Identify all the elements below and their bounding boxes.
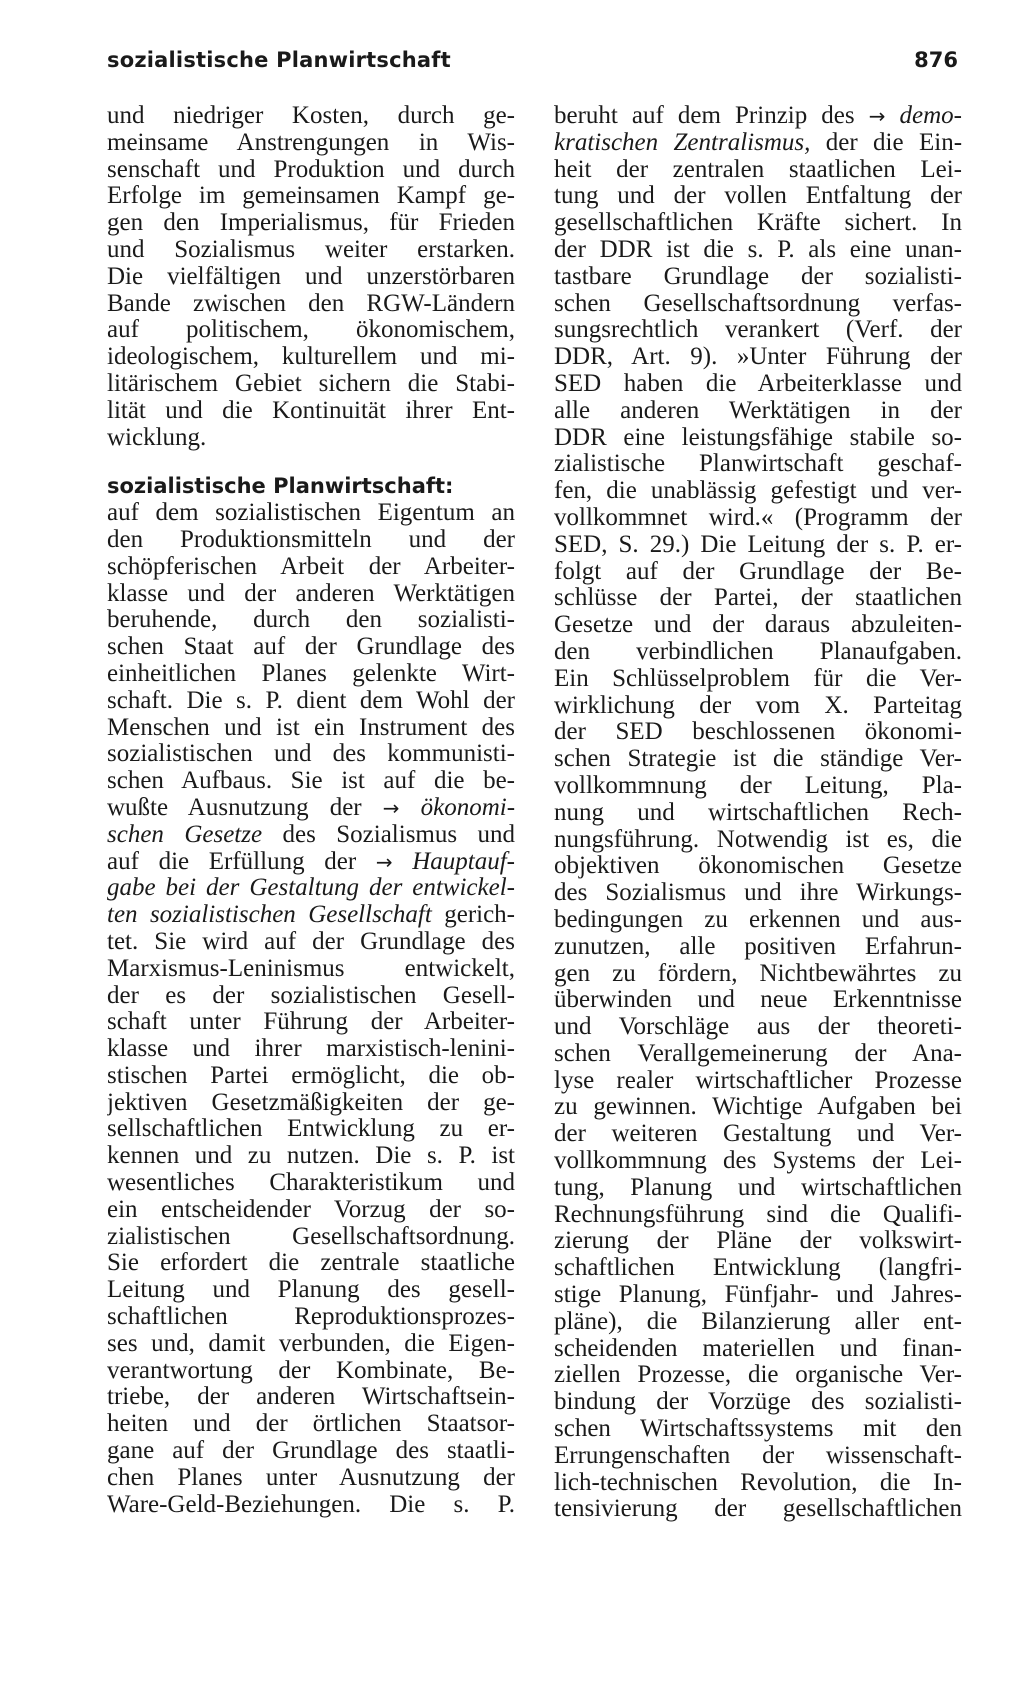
- text-line: tung und der vollen Entfaltung der: [554, 183, 962, 210]
- text-line: vollkommnung des Systems der Lei-: [554, 1148, 962, 1175]
- text-line: tensivierung der gesellschaftlichen: [554, 1496, 962, 1523]
- text-segment: der die Ein-: [825, 129, 962, 156]
- text-line: folgt auf der Grundlage der Be-: [554, 558, 962, 585]
- text-line: SED, S. 29.) Die Leitung der s. P. er-: [554, 531, 962, 558]
- running-head-title: sozialistische Planwirtschaft: [107, 48, 451, 72]
- text-line: nung und wirtschaftlichen Rech-: [554, 799, 962, 826]
- text-line: schaft unter Führung der Arbeiter-: [107, 1009, 515, 1036]
- entry-spacer: [107, 451, 515, 473]
- text-line: den verbindlichen Planaufgaben.: [554, 638, 962, 665]
- text-segment: des Sozialismus und: [282, 821, 515, 848]
- text-line: chen Planes unter Ausnutzung der: [107, 1464, 515, 1491]
- text-line: lyse realer wirtschaftlicher Prozesse: [554, 1067, 962, 1094]
- text-line: zunutzen, alle positiven Erfahrun-: [554, 933, 962, 960]
- text-line: alle anderen Werktätigen in der: [554, 397, 962, 424]
- text-line: überwinden und neue Erkenntnisse: [554, 987, 962, 1014]
- text-line: bindung der Vorzüge des sozialisti-: [554, 1389, 962, 1416]
- text-segment: gerich-: [444, 902, 515, 929]
- text-line: schlüsse der Partei, der staatlichen: [554, 585, 962, 612]
- text-line: der weiteren Gestaltung und Ver-: [554, 1121, 962, 1148]
- text-line: schen Verallgemeinerung der Ana-: [554, 1040, 962, 1067]
- text-line: DDR, Art. 9). »Unter Führung der: [554, 344, 962, 371]
- text-segment: auf die Erfüllung der: [107, 848, 357, 875]
- text-line: [554, 130, 962, 157]
- text-line: triebe, der anderen Wirtschaftsein-: [107, 1384, 515, 1411]
- text-line: kennen und zu nutzen. Die s. P. ist: [107, 1143, 515, 1170]
- text-line: nungsführung. Notwendig ist es, die: [554, 826, 962, 853]
- text-line: klasse und der anderen Werktätigen: [107, 580, 515, 607]
- text-line: zu gewinnen. Wichtige Aufgaben bei: [554, 1094, 962, 1121]
- text-line: schen Wirtschaftssystems mit den: [554, 1416, 962, 1443]
- text-line: pläne), die Bilanzierung aller ent-: [554, 1308, 962, 1335]
- text-line: Erfolge im gemeinsamen Kampf ge-: [107, 183, 515, 210]
- text-line: und Vorschläge aus der theoreti-: [554, 1014, 962, 1041]
- text-line: SED haben die Arbeiterklasse und: [554, 370, 962, 397]
- text-line: sellschaftlichen Entwicklung zu er-: [107, 1116, 515, 1143]
- text-line: senschaft und Produktion und durch: [107, 156, 515, 183]
- text-line: DDR eine leistungsfähige stabile so-: [554, 424, 962, 451]
- text-line: zialistischen Gesellschaftsordnung.: [107, 1223, 515, 1250]
- text-segment: beruht auf dem Prinzip des: [554, 103, 855, 129]
- text-line: ideologischem, kulturellem und mi-: [107, 344, 515, 371]
- text-line: vollkommnung der Leitung, Pla-: [554, 772, 962, 799]
- text-line: stischen Partei ermöglicht, die ob-: [107, 1062, 515, 1089]
- right-column: [554, 103, 962, 1523]
- text-line: Leitung und Planung des gesell-: [107, 1277, 515, 1304]
- text-line: Die vielfältigen und unzerstörbaren: [107, 263, 515, 290]
- text-line: und niedriger Kosten, durch ge-: [107, 103, 515, 129]
- cross-reference-link[interactable]: demo-: [899, 103, 962, 129]
- cross-reference-link[interactable]: ökonomi-: [420, 794, 515, 821]
- text-line: des Sozialismus und ihre Wirkungs-: [554, 880, 962, 907]
- text-line: [107, 902, 515, 929]
- text-line: [107, 849, 515, 876]
- text-line: [107, 822, 515, 849]
- text-line: lität und die Kontinuität ihrer Ent-: [107, 397, 515, 424]
- text-line: fen, die unablässig gefestigt und ver-: [554, 478, 962, 505]
- text-line: und Sozialismus weiter erstarken.: [107, 236, 515, 263]
- cross-reference-link[interactable]: gabe bei der Gestaltung der entwickel-: [107, 875, 515, 902]
- text-line: zierung der Pläne der volkswirt-: [554, 1228, 962, 1255]
- cross-reference-arrow-icon: →: [382, 795, 400, 820]
- cross-reference-link[interactable]: schen Gesetze: [107, 821, 263, 848]
- text-line: bedingungen zu erkennen und aus-: [554, 906, 962, 933]
- text-line: objektiven ökonomischen Gesetze: [554, 853, 962, 880]
- text-line: wesentliches Charakteristikum und: [107, 1170, 515, 1197]
- text-line: [554, 103, 962, 130]
- text-line: schen Aufbaus. Sie ist auf die be-: [107, 768, 515, 795]
- entry-headword: sozialistische Planwirtschaft:: [107, 474, 454, 499]
- text-line: [107, 795, 515, 822]
- text-line: Gesetze und der daraus abzuleiten-: [554, 612, 962, 639]
- text-line: sozialistischen und des kommunisti-: [107, 741, 515, 768]
- text-line: auf dem sozialistischen Eigentum an: [107, 500, 515, 527]
- text-line: ein entscheidender Vorzug der so-: [107, 1196, 515, 1223]
- text-line: sungsrechtlich verankert (Verf. der: [554, 317, 962, 344]
- text-line: ziellen Prozesse, die organische Ver-: [554, 1362, 962, 1389]
- text-line: schen Gesellschaftsordnung verfas-: [554, 290, 962, 317]
- text-line: verantwortung der Kombinate, Be-: [107, 1357, 515, 1384]
- cross-reference-link[interactable]: kratischen Zentralismus,: [554, 129, 811, 156]
- text-line: heiten und der örtlichen Staatsor-: [107, 1411, 515, 1438]
- text-line: den Produktionsmitteln und der: [107, 526, 515, 553]
- text-line: klasse und ihrer marxistisch-lenini-: [107, 1036, 515, 1063]
- cross-reference-link[interactable]: ten sozialistischen Gesellschaft: [107, 902, 432, 929]
- text-line: stige Planung, Fünfjahr- und Jahres-: [554, 1282, 962, 1309]
- text-line: Errungenschaften der wissenschaft-: [554, 1442, 962, 1469]
- left-column: [107, 103, 515, 1518]
- text-line: gen zu fördern, Nichtbewährtes zu: [554, 960, 962, 987]
- text-line: meinsame Anstrengungen in Wis-: [107, 129, 515, 156]
- text-line: jektiven Gesetzmäßigkeiten der ge-: [107, 1089, 515, 1116]
- text-line: Bande zwischen den RGW-Ländern: [107, 290, 515, 317]
- text-line: litärischem Gebiet sichern die Stabi-: [107, 370, 515, 397]
- cross-reference-link[interactable]: Hauptauf-: [412, 848, 515, 875]
- text-line: Marxismus-Leninismus entwickelt,: [107, 955, 515, 982]
- text-line: schen Staat auf der Grundlage des: [107, 634, 515, 661]
- text-line: schöpferischen Arbeit der Arbeiter-: [107, 553, 515, 580]
- text-line: der DDR ist die s. P. als eine unan-: [554, 236, 962, 263]
- text-line: lich-technischen Revolution, die In-: [554, 1469, 962, 1496]
- text-line: Ware-Geld-Beziehungen. Die s. P.: [107, 1491, 515, 1518]
- text-line: gen den Imperialismus, für Frieden: [107, 210, 515, 237]
- cross-reference-arrow-icon: →: [375, 849, 393, 874]
- text-line: Rechnungsführung sind die Qualifi-: [554, 1201, 962, 1228]
- text-segment: wußte Ausnutzung der: [107, 794, 362, 821]
- text-line: ses und, damit verbunden, die Eigen-: [107, 1330, 515, 1357]
- text-line: schen Strategie ist die ständige Ver-: [554, 746, 962, 773]
- text-line: der es der sozialistischen Gesell-: [107, 982, 515, 1009]
- text-line: Ein Schlüsselproblem für die Ver-: [554, 665, 962, 692]
- text-line: einheitlichen Planes gelenkte Wirt-: [107, 660, 515, 687]
- text-line: wirklichung der vom X. Parteitag: [554, 692, 962, 719]
- text-line: [107, 875, 515, 902]
- text-line: Sie erfordert die zentrale staatliche: [107, 1250, 515, 1277]
- text-line: auf politischem, ökonomischem,: [107, 317, 515, 344]
- text-line: tung, Planung und wirtschaftlichen: [554, 1174, 962, 1201]
- text-line: wicklung.: [107, 424, 207, 451]
- text-line: gesellschaftlichen Kräfte sichert. In: [554, 210, 962, 237]
- text-line: tet. Sie wird auf der Grundlage des: [107, 928, 515, 955]
- page-number: 876: [914, 48, 958, 72]
- text-line: tastbare Grundlage der sozialisti-: [554, 263, 962, 290]
- text-line: Menschen und ist ein Instrument des: [107, 714, 515, 741]
- text-line: zialistische Planwirtschaft geschaf-: [554, 451, 962, 478]
- text-line: gane auf der Grundlage des staatli-: [107, 1438, 515, 1465]
- text-line: schaftlichen Reproduktionsprozes-: [107, 1304, 515, 1331]
- text-line: schaft. Die s. P. dient dem Wohl der: [107, 687, 515, 714]
- text-line: vollkommnet wird.« (Programm der: [554, 504, 962, 531]
- text-line: scheidenden materiellen und finan-: [554, 1335, 962, 1362]
- text-line: heit der zentralen staatlichen Lei-: [554, 156, 962, 183]
- text-line: beruhende, durch den sozialisti-: [107, 607, 515, 634]
- text-line: der SED beschlossenen ökonomi-: [554, 719, 962, 746]
- cross-reference-arrow-icon: →: [868, 104, 886, 128]
- text-line: schaftlichen Entwicklung (langfri-: [554, 1255, 962, 1282]
